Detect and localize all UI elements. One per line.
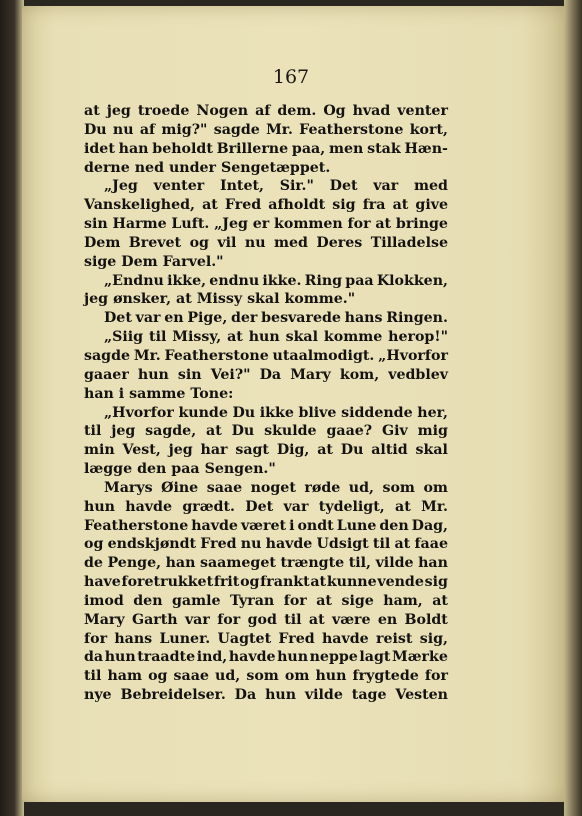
text-line: „Endnu ikke, endnu ikke. Ring paa Klokken, bbox=[104, 272, 448, 289]
text-line: de Penge, han saameget trængte til, vilde han bbox=[84, 555, 448, 572]
text-line: „Siig til Missy, at hun skal komme herop!" bbox=[104, 329, 448, 346]
text-line: til ham og saae ud, som om hun frygtede for bbox=[84, 668, 448, 685]
body-text bbox=[84, 102, 448, 705]
text-line: Featherstone havde været i ondt Lune den Dag, bbox=[84, 517, 448, 534]
page-edge bbox=[564, 0, 582, 816]
text-line: Mary Garth var for god til at være en Boldt bbox=[84, 611, 448, 628]
text-line: hun havde grædt. Det var tydeligt, at Mr. bbox=[84, 498, 448, 515]
text-line: gaaer hun sin Vei?" Da Mary kom, vedblev bbox=[84, 366, 448, 383]
text-line: at jeg troede Nogen af dem. Og hvad venter bbox=[84, 103, 448, 119]
text-line: have foretrukket frit og frankt at kunne vende sig bbox=[84, 574, 448, 591]
text-line: han i samme Tone: bbox=[84, 385, 234, 402]
text-line: lægge den paa Sengen." bbox=[84, 461, 276, 478]
text-line: Vanskelighed, at Fred afholdt sig fra at give bbox=[84, 197, 448, 214]
text-line: Du nu af mig?" sagde Mr. Featherstone kort, bbox=[84, 121, 448, 138]
text-line: sin Harme Luft. „Jeg er kommen for at bringe bbox=[84, 216, 448, 233]
book-gutter bbox=[0, 0, 24, 816]
text-line: Det var en Pige, der besvarede hans Ringen. bbox=[104, 310, 448, 327]
text-line: for hans Luner. Uagtet Fred havde reist sig, bbox=[84, 630, 448, 647]
text-line: da hun traadte ind, havde hun neppe lagt Mærke bbox=[84, 649, 448, 666]
text-line: sige Dem Farvel." bbox=[84, 253, 224, 270]
text-line: „Hvorfor kunde Du ikke blive siddende her, bbox=[104, 404, 448, 421]
text-line: sagde Mr. Featherstone utaalmodigt. „Hvorfor bbox=[84, 347, 448, 364]
page-number: 167 bbox=[272, 66, 310, 88]
text-line: nye Bebreidelser. Da hun vilde tage Vesten bbox=[84, 687, 448, 704]
text-line: imod den gamle Tyran for at sige ham, at bbox=[84, 592, 448, 609]
text-line: min Vest, jeg har sagt Dig, at Du altid skal bbox=[84, 442, 448, 459]
text-line: jeg ønsker, at Missy skal komme." bbox=[84, 291, 356, 308]
text-line: idet han beholdt Brillerne paa, men stak Hæn- bbox=[84, 140, 448, 157]
text-line: Marys Øine saae noget røde ud, som om bbox=[104, 479, 448, 496]
text-line: derne ned under Sengetæppet. bbox=[84, 159, 331, 176]
text-line: til jeg sagde, at Du skulde gaae? Giv mig bbox=[84, 423, 448, 440]
text-line: og endskjøndt Fred nu havde Udsigt til at faae bbox=[84, 536, 448, 553]
text-line: Dem Brevet og vil nu med Deres Tilladelse bbox=[84, 234, 448, 251]
text-line: „Jeg venter Intet, Sir." Det var med bbox=[104, 178, 448, 195]
